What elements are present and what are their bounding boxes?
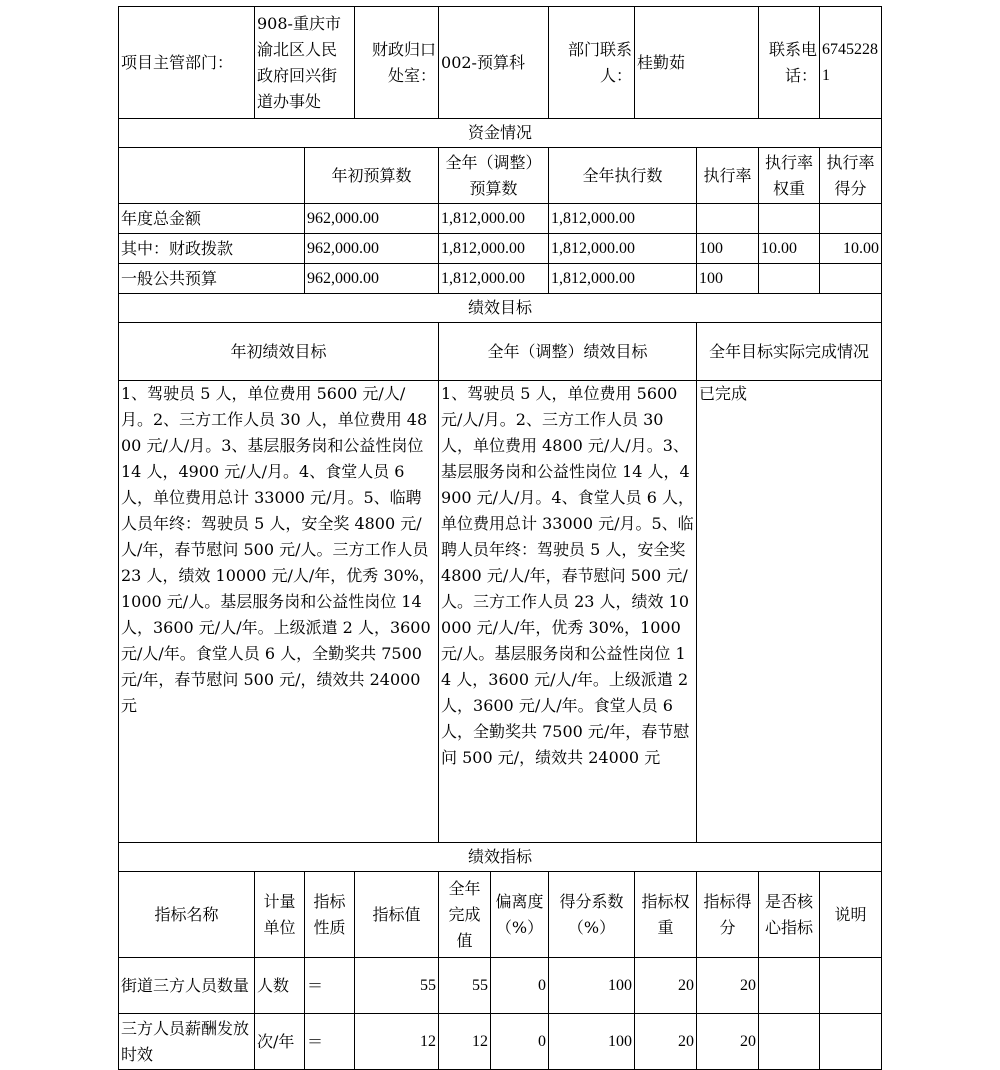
goals-section-title: 绩效目标: [119, 294, 882, 323]
funds-row: [119, 234, 882, 264]
ind-row-note: [820, 958, 882, 1014]
funds-title-row: [119, 119, 882, 148]
funds-row-weight: [759, 204, 820, 234]
ind-row-completed: 12: [439, 1014, 491, 1070]
funds-row-adjusted: 1,812,000.00: [439, 204, 549, 234]
funds-row-score: [820, 204, 882, 234]
ind-row-name: 三方人员薪酬发放时效: [119, 1014, 255, 1070]
ind-header-name: 指标名称: [119, 872, 255, 958]
goals-actual-text: 已完成: [697, 381, 882, 843]
ind-header-nature: 指标性质: [305, 872, 355, 958]
indicator-row: [119, 958, 882, 1014]
funds-row: [119, 204, 882, 234]
indicators-header-row: [119, 872, 882, 958]
ind-row-deviation: 0: [491, 958, 549, 1014]
ind-header-note: 说明: [820, 872, 882, 958]
ind-row-weight: 20: [635, 1014, 697, 1070]
ind-header-coef: 得分系数（%）: [549, 872, 635, 958]
ind-header-value: 指标值: [355, 872, 439, 958]
funds-header-row: [119, 148, 882, 204]
funds-row-name: 年度总金额: [119, 204, 305, 234]
ind-row-deviation: 0: [491, 1014, 549, 1070]
goals-initial-text: 1、驾驶员 5 人，单位费用 5600 元/人/月。2、三方工作人员 30 人，单位费用 4800 元/人/月。3、基层服务岗和公益性岗位 14 人，4900 元/人/月。4、食堂人员 6 人，单位费用总计 33000 元/月。5、临聘人员年终：驾驶员 5 人，安全奖 4800 元/人/年，春节慰问 500 元/人。三方工作人员 23 人，绩效 10000 元/人/年，优秀 30%，1000 元/人。基层服务岗和公益性岗位 14 人，3600 元/人/年。上级派遣 2 人，3600 元/人/年。食堂人员 6 人，全勤奖共 7500 元/年，春节慰问 500 元/，绩效共 24000 元: [119, 381, 439, 843]
goals-adjusted-text: 1、驾驶员 5 人，单位费用 5600 元/人/月。2、三方工作人员 30 人，单位费用 4800 元/人/月。3、基层服务岗和公益性岗位 14 人，4900 元/人/月。4、食堂人员 6 人，单位费用总计 33000 元/月。5、临聘人员年终：驾驶员 5 人，安全奖 4800 元/人/年，春节慰问 500 元/人。三方工作人员 23 人，绩效 10000 元/人/年，优秀 30%，1000 元/人。基层服务岗和公益性岗位 14 人，3600 元/人/年。上级派遣 2 人，3600 元/人/年。食堂人员 6 人，全勤奖共 7500 元/年，春节慰问 500 元/，绩效共 24000 元: [439, 381, 697, 843]
funds-row-score: [820, 264, 882, 294]
ind-row-score: 20: [697, 958, 759, 1014]
ind-row-core: [759, 1014, 820, 1070]
goals-header-actual: 全年目标实际完成情况: [697, 323, 882, 381]
performance-report-page: [118, 6, 881, 1070]
ind-row-unit: 人数: [255, 958, 305, 1014]
funds-header-rate: 执行率: [697, 148, 759, 204]
ind-row-core: [759, 958, 820, 1014]
goals-header-initial: 年初绩效目标: [119, 323, 439, 381]
funds-row-initial: 962,000.00: [305, 234, 439, 264]
ind-row-coef: 100: [549, 1014, 635, 1070]
ind-row-note: [820, 1014, 882, 1070]
funds-header-initial: 年初预算数: [305, 148, 439, 204]
ind-row-coef: 100: [549, 958, 635, 1014]
funds-row-weight: [759, 264, 820, 294]
ind-row-value: 55: [355, 958, 439, 1014]
ind-header-weight: 指标权重: [635, 872, 697, 958]
funds-header-adjusted: 全年（调整）预算数: [439, 148, 549, 204]
goals-header-row: [119, 323, 882, 381]
dept-label: 项目主管部门：: [119, 7, 255, 119]
performance-table: [118, 6, 882, 1070]
ind-row-completed: 55: [439, 958, 491, 1014]
ind-header-score: 指标得分: [697, 872, 759, 958]
dept-value: 908-重庆市渝北区人民政府回兴街道办事处: [255, 7, 355, 119]
funds-header-executed: 全年执行数: [549, 148, 697, 204]
finance-value: 002-预算科: [439, 7, 549, 119]
goals-content-row: [119, 381, 882, 843]
contact-label: 部门联系人：: [549, 7, 635, 119]
funds-row-executed: 1,812,000.00: [549, 234, 697, 264]
funds-header-blank: [119, 148, 305, 204]
ind-row-nature: ＝: [305, 1014, 355, 1070]
funds-row-initial: 962,000.00: [305, 204, 439, 234]
ind-header-completed: 全年完成值: [439, 872, 491, 958]
ind-row-value: 12: [355, 1014, 439, 1070]
funds-row-executed: 1,812,000.00: [549, 204, 697, 234]
indicators-title-row: [119, 843, 882, 872]
contact-value: 桂勤茹: [635, 7, 759, 119]
funds-row-weight: 10.00: [759, 234, 820, 264]
funds-row-initial: 962,000.00: [305, 264, 439, 294]
goals-header-adjusted: 全年（调整）绩效目标: [439, 323, 697, 381]
ind-row-score: 20: [697, 1014, 759, 1070]
ind-header-unit: 计量单位: [255, 872, 305, 958]
header-row: [119, 7, 882, 119]
ind-header-deviation: 偏离度（%）: [491, 872, 549, 958]
funds-row: [119, 264, 882, 294]
funds-row-executed: 1,812,000.00: [549, 264, 697, 294]
ind-row-name: 街道三方人员数量: [119, 958, 255, 1014]
funds-header-weight: 执行率权重: [759, 148, 820, 204]
funds-row-rate: 100: [697, 264, 759, 294]
funds-section-title: 资金情况: [119, 119, 882, 148]
funds-row-rate: 100: [697, 234, 759, 264]
ind-header-core: 是否核心指标: [759, 872, 820, 958]
indicator-row: [119, 1014, 882, 1070]
phone-value: 67452281: [820, 7, 882, 119]
goals-title-row: [119, 294, 882, 323]
phone-label: 联系电话：: [759, 7, 820, 119]
indicators-section-title: 绩效指标: [119, 843, 882, 872]
ind-row-weight: 20: [635, 958, 697, 1014]
funds-row-name: 一般公共预算: [119, 264, 305, 294]
funds-row-adjusted: 1,812,000.00: [439, 264, 549, 294]
funds-header-score: 执行率得分: [820, 148, 882, 204]
finance-label: 财政归口处室：: [355, 7, 439, 119]
funds-row-rate: [697, 204, 759, 234]
funds-row-score: 10.00: [820, 234, 882, 264]
funds-row-adjusted: 1,812,000.00: [439, 234, 549, 264]
ind-row-unit: 次/年: [255, 1014, 305, 1070]
ind-row-nature: ＝: [305, 958, 355, 1014]
funds-row-name: 其中：财政拨款: [119, 234, 305, 264]
